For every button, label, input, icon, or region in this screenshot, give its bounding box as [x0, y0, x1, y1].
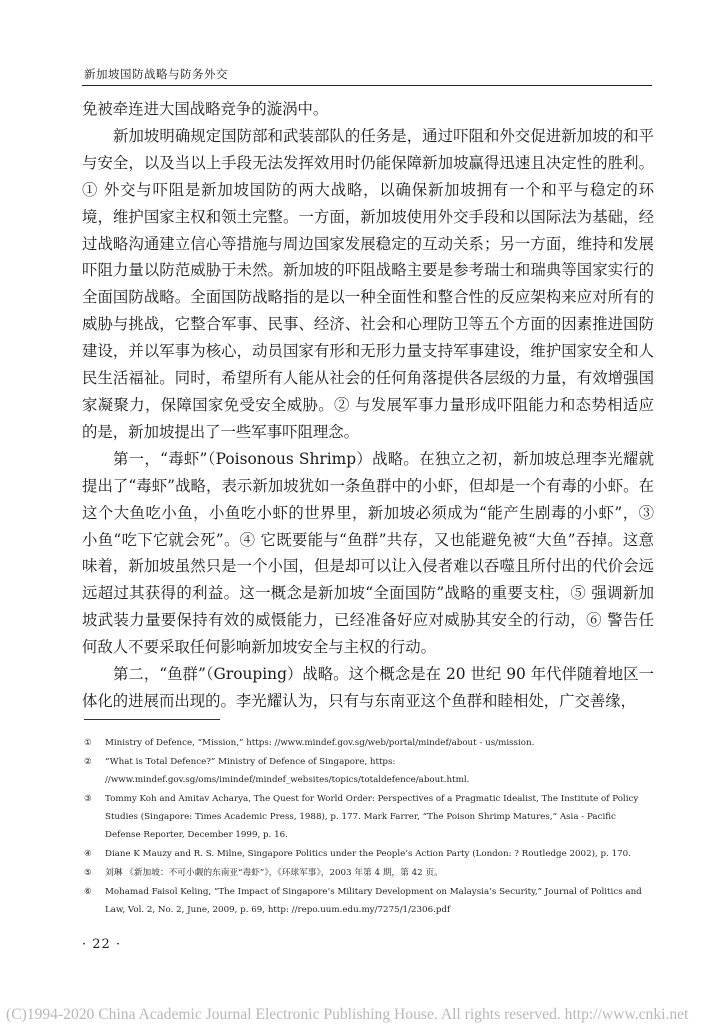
footnote-text: Tommy Koh and Amitav Acharya, The Quest for World Order: Perspectives of a Pragmatic Idealist, The Institute of Policy Studies (Singapore: Times Academic Press, 1988), p. 177. Mark Farrer, “The Poison Shrimp Matures,” Asia - Pacific Defense Reporter, December 1999, p. 16.	[105, 794, 639, 840]
page-number: · 22 ·	[82, 937, 122, 952]
footnote-number: ④	[84, 849, 92, 859]
paragraph-grouping: 第二，“鱼群”（Grouping）战略。这个概念是在 20 世纪 90 年代伴随着地区一体化的进展而出现的。李光耀认为，只有与东南亚这个鱼群和睦相处，广交善缘，	[82, 665, 654, 710]
copyright-watermark: (C)1994-2020 China Academic Journal Electronic Publishing House. All rights reserved. http://www.cnki.net	[6, 1006, 689, 1023]
paragraph-poisonous-shrimp: 第一，“毒虾”（Poisonous Shrimp）战略。在独立之初，新加坡总理李光耀就提出了“毒虾”战略，表示新加坡犹如一条鱼群中的小虾，但却是一个有毒的小虾。在这个大鱼吃小鱼，小鱼吃小虾的世界里，新加坡必须成为“能产生剧毒的小虾”，③ 小鱼“吃下它就会死”。④ 它既要能与“鱼群”共存，又也能避免被“大鱼”吞掉。这意味着，新加坡虽然只是一个小国，但是却可以让入侵者难以吞噬且所付出的代价会远远超过其获得的利益。这一概念是新加坡“全面国防”战略的重要支柱，⑤ 强调新加坡武装力量要保持有效的威慑能力，已经准备好应对威胁其安全的行动，⑥ 警告任何敌人不要采取任何影响新加坡安全与主权的行动。	[82, 449, 654, 657]
running-head-title: 新加坡国防战略与防务外交	[84, 67, 228, 81]
footnote-number: ③	[84, 794, 92, 804]
footnote-number: ⑤	[84, 868, 92, 878]
footnote-6	[84, 883, 650, 919]
body-text	[82, 96, 654, 715]
footnote-text: 刘琳 《新加坡：不可小觑的东南亚“毒虾”》，《环球军事》，2003 年第 4 期，第 42 页。	[105, 868, 443, 878]
footnote-text: “What is Total Defence?” Ministry of Defence of Singapore, https: //www.mindef.gov.sg/oms/imindef/mindef_websites/topics/totaldefence/about.html.	[105, 757, 470, 785]
footnote-number: ⑥	[84, 887, 92, 897]
footnote-3	[84, 790, 650, 844]
paragraph-continuation: 免被牵连进大国战略竞争的漩涡中。	[82, 100, 329, 118]
footnote-text: Ministry of Defence, “Mission,” https: //www.mindef.gov.sg/web/portal/mindef/about - us/mission.	[105, 738, 535, 748]
footnotes	[84, 734, 650, 920]
header-divider	[82, 85, 652, 86]
footnote-number: ①	[84, 738, 92, 748]
footnote-text: Diane K Mauzy and R. S. Milne, Singapore Politics under the People’s Action Party (London: ? Routledge 2002), p. 170.	[105, 849, 631, 859]
footnote-number: ②	[84, 757, 92, 767]
footnote-text: Mohamad Faisol Keling, “The Impact of Singapore’s Military Development on Malaysia’s Security,” Journal of Politics and Law, Vol. 2, No. 2, June, 2009, p. 69, http: //repo.uum.edu.my/7275/1/2306.pdf	[105, 887, 642, 915]
footnote-1	[84, 734, 650, 752]
footnote-4	[84, 845, 650, 863]
footnote-2	[84, 753, 650, 789]
footnote-5	[84, 864, 650, 882]
footnote-divider	[84, 719, 220, 720]
paragraph-defense-mission: 新加坡明确规定国防部和武装部队的任务是，通过吓阻和外交促进新加坡的和平与安全，以及当以上手段无法发挥效用时仍能保障新加坡赢得迅速且决定性的胜利。① 外交与吓阻是新加坡国防的两大战略，以确保新加坡拥有一个和平与稳定的环境，维护国家主权和领土完整。一方面，新加坡使用外交手段和以国际法为基础，经过战略沟通建立信心等措施与周边国家发展稳定的互动关系；另一方面，维持和发展吓阻力量以防范威胁于未然。新加坡的吓阻战略主要是参考瑞士和瑞典等国家实行的全面国防战略。全面国防战略指的是以一种全面性和整合性的反应架构来应对所有的威胁与挑战，它整合军事、民事、经济、社会和心理防卫等五个方面的因素推进国防建设，并以军事为核心，动员国家有形和无形力量支持军事建设，维护国家安全和人民生活福祉。同时，希望所有人能从社会的任何角落提供各层级的力量，有效增强国家凝聚力，保障国家免受安全威胁。② 与发展军事力量形成吓阻能力和态势相适应的是，新加坡提出了一些军事吓阻理念。	[82, 126, 654, 441]
